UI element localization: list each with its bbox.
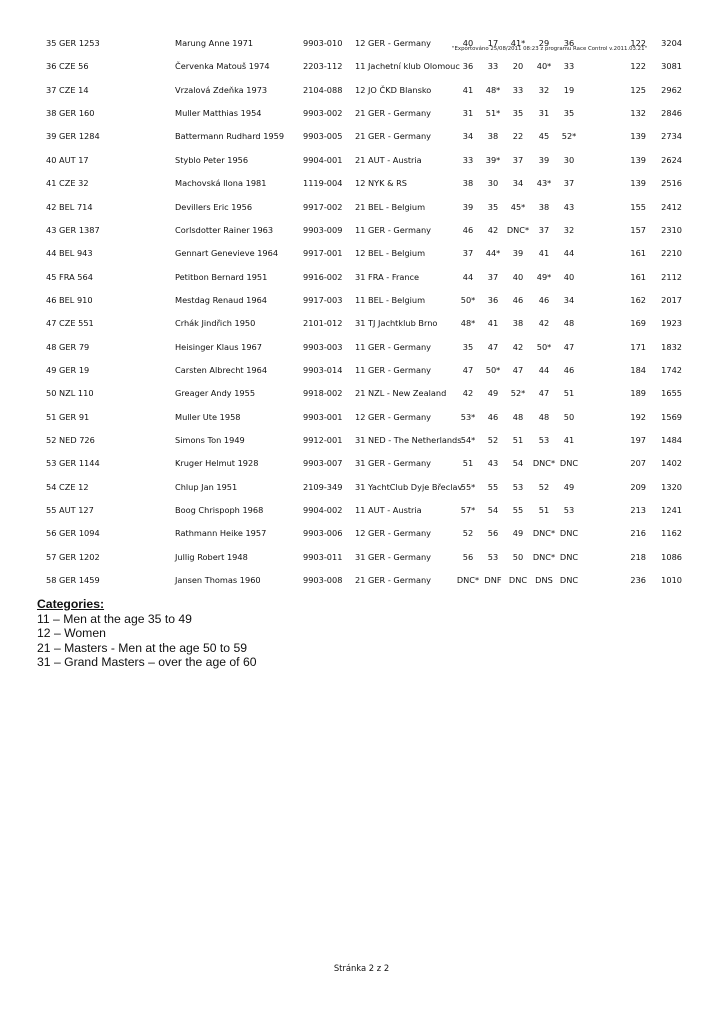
ranking-points: 2516 xyxy=(661,178,682,189)
sailor-name: Corlsdotter Rainer 1963 xyxy=(175,224,274,235)
ranking-points: 2734 xyxy=(661,131,682,142)
category-item: 12 – Women xyxy=(37,626,106,640)
sail-number: 36 CZE 56 xyxy=(46,61,89,72)
table-row xyxy=(0,176,723,190)
ranking-points: 1569 xyxy=(661,411,682,422)
table-row xyxy=(0,363,723,377)
member-id: 9903-008 xyxy=(303,575,343,586)
total-score: 161 xyxy=(630,271,646,282)
category-club: 12 BEL - Belgium xyxy=(355,248,426,259)
race-3-score: 51 xyxy=(512,435,524,445)
category-club: 11 GER - Germany xyxy=(355,341,432,352)
race-2-score: 47 xyxy=(487,341,499,352)
member-id: 9903-002 xyxy=(303,108,343,119)
category-club: 31 GER - Germany xyxy=(355,551,432,562)
member-id: 9918-002 xyxy=(303,388,343,399)
table-row xyxy=(0,526,723,540)
member-id: 9903-010 xyxy=(303,38,343,48)
sail-number: 40 AUT 17 xyxy=(46,154,89,165)
member-id: 9912-001 xyxy=(303,435,343,445)
race-5-score: 47 xyxy=(563,341,575,352)
category-club: 11 AUT - Austria xyxy=(355,505,422,515)
race-1-score: 38 xyxy=(462,178,474,189)
race-1-score: 56 xyxy=(462,551,474,562)
ranking-points: 2412 xyxy=(661,201,682,212)
category-club: 11 GER - Germany xyxy=(355,224,432,235)
race-3-score: 38 xyxy=(512,318,524,329)
total-score: 197 xyxy=(630,435,646,445)
table-row xyxy=(0,106,723,120)
sailor-name: Jansen Thomas 1960 xyxy=(175,575,261,586)
race-1-score: 51 xyxy=(462,458,474,469)
sailor-name: Rathmann Heike 1957 xyxy=(175,528,267,539)
race-3-score: DNC* xyxy=(506,224,530,235)
category-club: 21 GER - Germany xyxy=(355,131,432,142)
sail-number: 47 CZE 551 xyxy=(46,318,94,329)
ranking-points: 1086 xyxy=(661,551,682,562)
sailor-name: Greager Andy 1955 xyxy=(175,388,256,399)
race-4-score: 32 xyxy=(538,84,550,95)
race-1-score: 41 xyxy=(462,84,474,95)
table-row xyxy=(0,293,723,307)
race-1-score: 53* xyxy=(460,411,476,422)
ranking-points: 2624 xyxy=(661,154,682,165)
sail-number: 57 GER 1202 xyxy=(46,551,100,562)
sailor-name: Heisinger Klaus 1967 xyxy=(175,341,262,352)
member-id: 2109-349 xyxy=(303,481,343,492)
ranking-points: 2846 xyxy=(661,108,682,119)
race-1-score: 33 xyxy=(462,154,474,165)
table-row xyxy=(0,456,723,470)
sail-number: 56 GER 1094 xyxy=(46,528,100,539)
race-2-score: 56 xyxy=(487,528,499,539)
race-3-score: 47 xyxy=(512,364,524,375)
race-3-score: 41* xyxy=(510,38,526,48)
total-score: 132 xyxy=(630,108,646,119)
race-5-score: 40 xyxy=(563,271,575,282)
ranking-points: 1484 xyxy=(661,435,682,445)
member-id: 9904-001 xyxy=(303,154,343,165)
category-club: 11 Jachetní klub Olomouc xyxy=(355,61,460,72)
member-id: 9917-002 xyxy=(303,201,343,212)
total-score: 161 xyxy=(630,248,646,259)
race-4-score: 40* xyxy=(536,61,552,72)
sail-number: 50 NZL 110 xyxy=(46,388,94,399)
race-1-score: 44 xyxy=(462,271,474,282)
table-row xyxy=(0,503,723,517)
ranking-points: 1923 xyxy=(661,318,682,329)
sailor-name: Vrzalová Zdeňka 1973 xyxy=(175,84,268,95)
race-2-score: 41 xyxy=(487,318,499,329)
table-row xyxy=(0,129,723,143)
sailor-name: Mestdag Renaud 1964 xyxy=(175,294,267,305)
race-5-score: 49 xyxy=(563,481,575,492)
table-row xyxy=(0,340,723,354)
total-score: 122 xyxy=(630,61,646,72)
ranking-points: 2310 xyxy=(661,224,682,235)
race-3-score: 34 xyxy=(512,178,524,189)
race-4-score: 31 xyxy=(538,108,550,119)
race-5-score: 53 xyxy=(563,505,575,515)
total-score: 169 xyxy=(630,318,646,329)
total-score: 216 xyxy=(630,528,646,539)
category-club: 31 GER - Germany xyxy=(355,458,432,469)
race-2-score: 17 xyxy=(487,38,499,48)
category-club: 12 NYK & RS xyxy=(355,178,407,189)
total-score: 213 xyxy=(630,505,646,515)
category-item: 31 – Grand Masters – over the age of 60 xyxy=(37,655,257,669)
total-score: 236 xyxy=(630,575,646,586)
race-1-score: 46 xyxy=(462,224,474,235)
race-4-score: DNC* xyxy=(532,528,556,539)
race-2-score: 49 xyxy=(487,388,499,399)
race-2-score: 52 xyxy=(487,435,499,445)
sailor-name: Carsten Albrecht 1964 xyxy=(175,364,268,375)
race-2-score: 53 xyxy=(487,551,499,562)
table-row xyxy=(0,386,723,400)
member-id: 2101-012 xyxy=(303,318,343,329)
sail-number: 48 GER 79 xyxy=(46,341,90,352)
category-club: 31 NED - The Netherlands xyxy=(355,435,462,445)
sailor-name: Machovská Ilona 1981 xyxy=(175,178,267,189)
ranking-points: 2112 xyxy=(661,271,682,282)
race-5-score: 44 xyxy=(563,248,575,259)
ranking-points: 1162 xyxy=(661,528,682,539)
race-4-score: DNC* xyxy=(532,551,556,562)
race-4-score: DNC* xyxy=(532,458,556,469)
race-5-score: 41 xyxy=(563,435,575,445)
categories-legend xyxy=(37,597,257,670)
race-5-score: 50 xyxy=(563,411,575,422)
sail-number: 37 CZE 14 xyxy=(46,84,89,95)
sailor-name: Kruger Helmut 1928 xyxy=(175,458,259,469)
sail-number: 41 CZE 32 xyxy=(46,178,89,189)
category-club: 31 FRA - France xyxy=(355,271,420,282)
sail-number: 38 GER 160 xyxy=(46,108,95,119)
race-1-score: 57* xyxy=(460,505,476,515)
race-3-score: 46 xyxy=(512,294,524,305)
race-5-score: 35 xyxy=(563,108,575,119)
ranking-points: 1402 xyxy=(661,458,682,469)
sailor-name: Marung Anne 1971 xyxy=(175,38,254,48)
total-score: 122 xyxy=(630,38,646,48)
race-1-score: 37 xyxy=(462,248,474,259)
sailor-name: Simons Ton 1949 xyxy=(175,435,245,445)
race-3-score: 49 xyxy=(512,528,524,539)
category-club: 11 BEL - Belgium xyxy=(355,294,426,305)
category-club: 12 GER - Germany xyxy=(355,528,432,539)
sailor-name: Červenka Matouš 1974 xyxy=(175,61,270,72)
sailor-name: Crhák Jindřich 1950 xyxy=(175,318,256,329)
ranking-points: 1832 xyxy=(661,341,682,352)
sailor-name: Boog Chrispoph 1968 xyxy=(175,505,264,515)
race-4-score: 37 xyxy=(538,224,550,235)
race-4-score: 47 xyxy=(538,388,550,399)
member-id: 9903-007 xyxy=(303,458,343,469)
category-club: 21 GER - Germany xyxy=(355,575,432,586)
race-3-score: 35 xyxy=(512,108,524,119)
member-id: 9903-001 xyxy=(303,411,343,422)
race-1-score: 55* xyxy=(460,481,476,492)
member-id: 9917-003 xyxy=(303,294,343,305)
race-4-score: 53 xyxy=(538,435,550,445)
race-1-score: 35 xyxy=(462,341,474,352)
race-3-score: 39 xyxy=(512,248,524,259)
category-club: 12 GER - Germany xyxy=(355,38,432,48)
table-row xyxy=(0,83,723,97)
total-score: 139 xyxy=(630,154,646,165)
race-5-score: DNC xyxy=(559,575,579,586)
race-1-score: 48* xyxy=(460,318,476,329)
table-row xyxy=(0,153,723,167)
race-2-score: 54 xyxy=(487,505,499,515)
member-id: 9903-006 xyxy=(303,528,343,539)
race-1-score: 52 xyxy=(462,528,474,539)
race-2-score: 43 xyxy=(487,458,499,469)
race-5-score: 36 xyxy=(563,38,575,48)
race-3-score: 45* xyxy=(510,201,526,212)
race-4-score: 49* xyxy=(536,271,552,282)
race-4-score: 39 xyxy=(538,154,550,165)
ranking-points: 2962 xyxy=(661,84,682,95)
total-score: 139 xyxy=(630,131,646,142)
sail-number: 42 BEL 714 xyxy=(46,201,93,212)
sail-number: 58 GER 1459 xyxy=(46,575,100,586)
race-2-score: 50* xyxy=(485,364,501,375)
sail-number: 53 GER 1144 xyxy=(46,458,100,469)
race-2-score: 35 xyxy=(487,201,499,212)
ranking-points: 2210 xyxy=(661,248,682,259)
race-1-score: 34 xyxy=(462,131,474,142)
ranking-points: 1010 xyxy=(661,575,682,586)
member-id: 9917-001 xyxy=(303,248,343,259)
table-row xyxy=(0,59,723,73)
category-club: 31 TJ Jachtklub Brno xyxy=(355,318,438,329)
sail-number: 45 FRA 564 xyxy=(46,271,93,282)
race-5-score: 48 xyxy=(563,318,575,329)
sail-number: 46 BEL 910 xyxy=(46,294,93,305)
race-5-score: 43 xyxy=(563,201,575,212)
race-5-score: 19 xyxy=(563,84,575,95)
race-5-score: 51 xyxy=(563,388,575,399)
race-5-score: DNC xyxy=(559,458,579,469)
sailor-name: Muller Matthias 1954 xyxy=(175,108,262,119)
race-5-score: 46 xyxy=(563,364,575,375)
category-club: 21 NZL - New Zealand xyxy=(355,388,447,399)
race-5-score: DNC xyxy=(559,528,579,539)
total-score: 157 xyxy=(630,224,646,235)
sail-number: 54 CZE 12 xyxy=(46,481,89,492)
export-note: "Exportováno 25/08/2011 08:23 z programu Race Control v.2011.03.21" xyxy=(452,46,648,52)
sail-number: 44 BEL 943 xyxy=(46,248,93,259)
ranking-points: 3204 xyxy=(661,38,682,48)
race-2-score: 38 xyxy=(487,131,499,142)
sailor-name: Battermann Rudhard 1959 xyxy=(175,131,285,142)
total-score: 189 xyxy=(630,388,646,399)
category-club: 21 GER - Germany xyxy=(355,108,432,119)
total-score: 192 xyxy=(630,411,646,422)
sailor-name: Styblo Peter 1956 xyxy=(175,154,249,165)
member-id: 9903-003 xyxy=(303,341,343,352)
sail-number: 52 NED 726 xyxy=(46,435,95,445)
race-4-score: 46 xyxy=(538,294,550,305)
race-2-score: 39* xyxy=(485,154,501,165)
race-3-score: 22 xyxy=(512,131,524,142)
table-row xyxy=(0,200,723,214)
table-row xyxy=(0,550,723,564)
table-row xyxy=(0,270,723,284)
total-score: 162 xyxy=(630,294,646,305)
race-4-score: 50* xyxy=(536,341,552,352)
race-5-score: 34 xyxy=(563,294,575,305)
race-3-score: 52* xyxy=(510,388,526,399)
race-2-score: 37 xyxy=(487,271,499,282)
total-score: 125 xyxy=(630,84,646,95)
race-1-score: 42 xyxy=(462,388,474,399)
total-score: 218 xyxy=(630,551,646,562)
race-5-score: 37 xyxy=(563,178,575,189)
race-5-score: 52* xyxy=(561,131,577,142)
sailor-name: Muller Ute 1958 xyxy=(175,411,241,422)
table-row xyxy=(0,433,723,447)
member-id: 9903-011 xyxy=(303,551,343,562)
table-row xyxy=(0,480,723,494)
race-3-score: 50 xyxy=(512,551,524,562)
race-4-score: 45 xyxy=(538,131,550,142)
race-1-score: 39 xyxy=(462,201,474,212)
race-5-score: 33 xyxy=(563,61,575,72)
member-id: 9916-002 xyxy=(303,271,343,282)
category-club: 21 BEL - Belgium xyxy=(355,201,426,212)
ranking-points: 1241 xyxy=(661,505,682,515)
race-1-score: 36 xyxy=(462,61,474,72)
category-club: 12 GER - Germany xyxy=(355,411,432,422)
race-2-score: 30 xyxy=(487,178,499,189)
category-club: 21 AUT - Austria xyxy=(355,154,422,165)
sail-number: 51 GER 91 xyxy=(46,411,90,422)
race-3-score: DNC xyxy=(508,575,528,586)
category-club: 11 GER - Germany xyxy=(355,364,432,375)
total-score: 209 xyxy=(630,481,646,492)
race-4-score: 38 xyxy=(538,201,550,212)
ranking-points: 1655 xyxy=(661,388,682,399)
ranking-points: 1320 xyxy=(661,481,682,492)
member-id: 2203-112 xyxy=(303,61,343,72)
race-2-score: 48* xyxy=(485,84,501,95)
sail-number: 35 GER 1253 xyxy=(46,38,100,48)
race-2-score: 46 xyxy=(487,411,499,422)
race-4-score: 48 xyxy=(538,411,550,422)
race-3-score: 20 xyxy=(512,61,524,72)
sail-number: 39 GER 1284 xyxy=(46,131,100,142)
total-score: 139 xyxy=(630,178,646,189)
category-club: 12 JO ČKD Blansko xyxy=(355,84,432,95)
race-2-score: 44* xyxy=(485,248,501,259)
race-1-score: 54* xyxy=(460,435,476,445)
race-3-score: 42 xyxy=(512,341,524,352)
race-3-score: 54 xyxy=(512,458,524,469)
sailor-name: Devillers Eric 1956 xyxy=(175,201,253,212)
race-4-score: 44 xyxy=(538,364,550,375)
race-1-score: 31 xyxy=(462,108,474,119)
sailor-name: Jullig Robert 1948 xyxy=(175,551,248,562)
race-1-score: 40 xyxy=(462,38,474,48)
race-1-score: 47 xyxy=(462,364,474,375)
member-id: 9904-002 xyxy=(303,505,343,515)
race-1-score: 50* xyxy=(460,294,476,305)
race-4-score: DNS xyxy=(535,575,553,586)
total-score: 155 xyxy=(630,201,646,212)
table-row xyxy=(0,223,723,237)
category-item: 21 – Masters - Men at the age 50 to 59 xyxy=(37,640,248,655)
race-4-score: 43* xyxy=(536,178,552,189)
category-item: 11 – Men at the age 35 to 49 xyxy=(37,611,192,626)
race-2-score: 36 xyxy=(487,294,499,305)
race-3-score: 53 xyxy=(512,481,524,492)
race-3-score: 48 xyxy=(512,411,524,422)
race-4-score: 52 xyxy=(538,481,550,492)
member-id: 9903-014 xyxy=(303,364,343,375)
table-row xyxy=(0,410,723,424)
race-4-score: 41 xyxy=(538,248,550,259)
ranking-points: 2017 xyxy=(661,294,682,305)
sailor-name: Gennart Genevieve 1964 xyxy=(175,248,279,259)
table-row xyxy=(0,316,723,330)
member-id: 9903-009 xyxy=(303,224,343,235)
race-2-score: 42 xyxy=(487,224,499,235)
race-2-score: DNF xyxy=(484,575,502,586)
race-3-score: 37 xyxy=(512,154,524,165)
member-id: 1119-004 xyxy=(303,178,343,189)
race-5-score: DNC xyxy=(559,551,579,562)
table-row xyxy=(0,246,723,260)
sail-number: 43 GER 1387 xyxy=(46,224,100,235)
race-2-score: 51* xyxy=(485,108,501,119)
member-id: 2104-088 xyxy=(303,84,343,95)
member-id: 9903-005 xyxy=(303,131,343,142)
race-5-score: 30 xyxy=(563,154,575,165)
race-3-score: 33 xyxy=(512,84,524,95)
total-score: 184 xyxy=(630,364,646,375)
categories-title: Categories: xyxy=(37,597,105,611)
page-footer: Stránka 2 z 2 xyxy=(333,963,390,973)
race-4-score: 29 xyxy=(538,38,550,48)
race-5-score: 32 xyxy=(563,224,575,235)
race-3-score: 55 xyxy=(512,505,524,515)
sailor-name: Chlup Jan 1951 xyxy=(175,481,238,492)
race-2-score: 55 xyxy=(487,481,499,492)
race-3-score: 40 xyxy=(512,271,524,282)
race-1-score: DNC* xyxy=(456,575,480,586)
category-club: 31 YachtClub Dyje Břeclav xyxy=(355,481,463,492)
total-score: 207 xyxy=(630,458,646,469)
total-score: 171 xyxy=(630,341,646,352)
sail-number: 49 GER 19 xyxy=(46,364,90,375)
sailor-name: Petitbon Bernard 1951 xyxy=(175,271,268,282)
table-row xyxy=(0,573,723,587)
ranking-points: 3081 xyxy=(661,61,682,72)
sail-number: 55 AUT 127 xyxy=(46,505,94,515)
race-4-score: 42 xyxy=(538,318,550,329)
race-2-score: 33 xyxy=(487,61,499,72)
race-4-score: 51 xyxy=(538,505,550,515)
ranking-points: 1742 xyxy=(661,364,682,375)
